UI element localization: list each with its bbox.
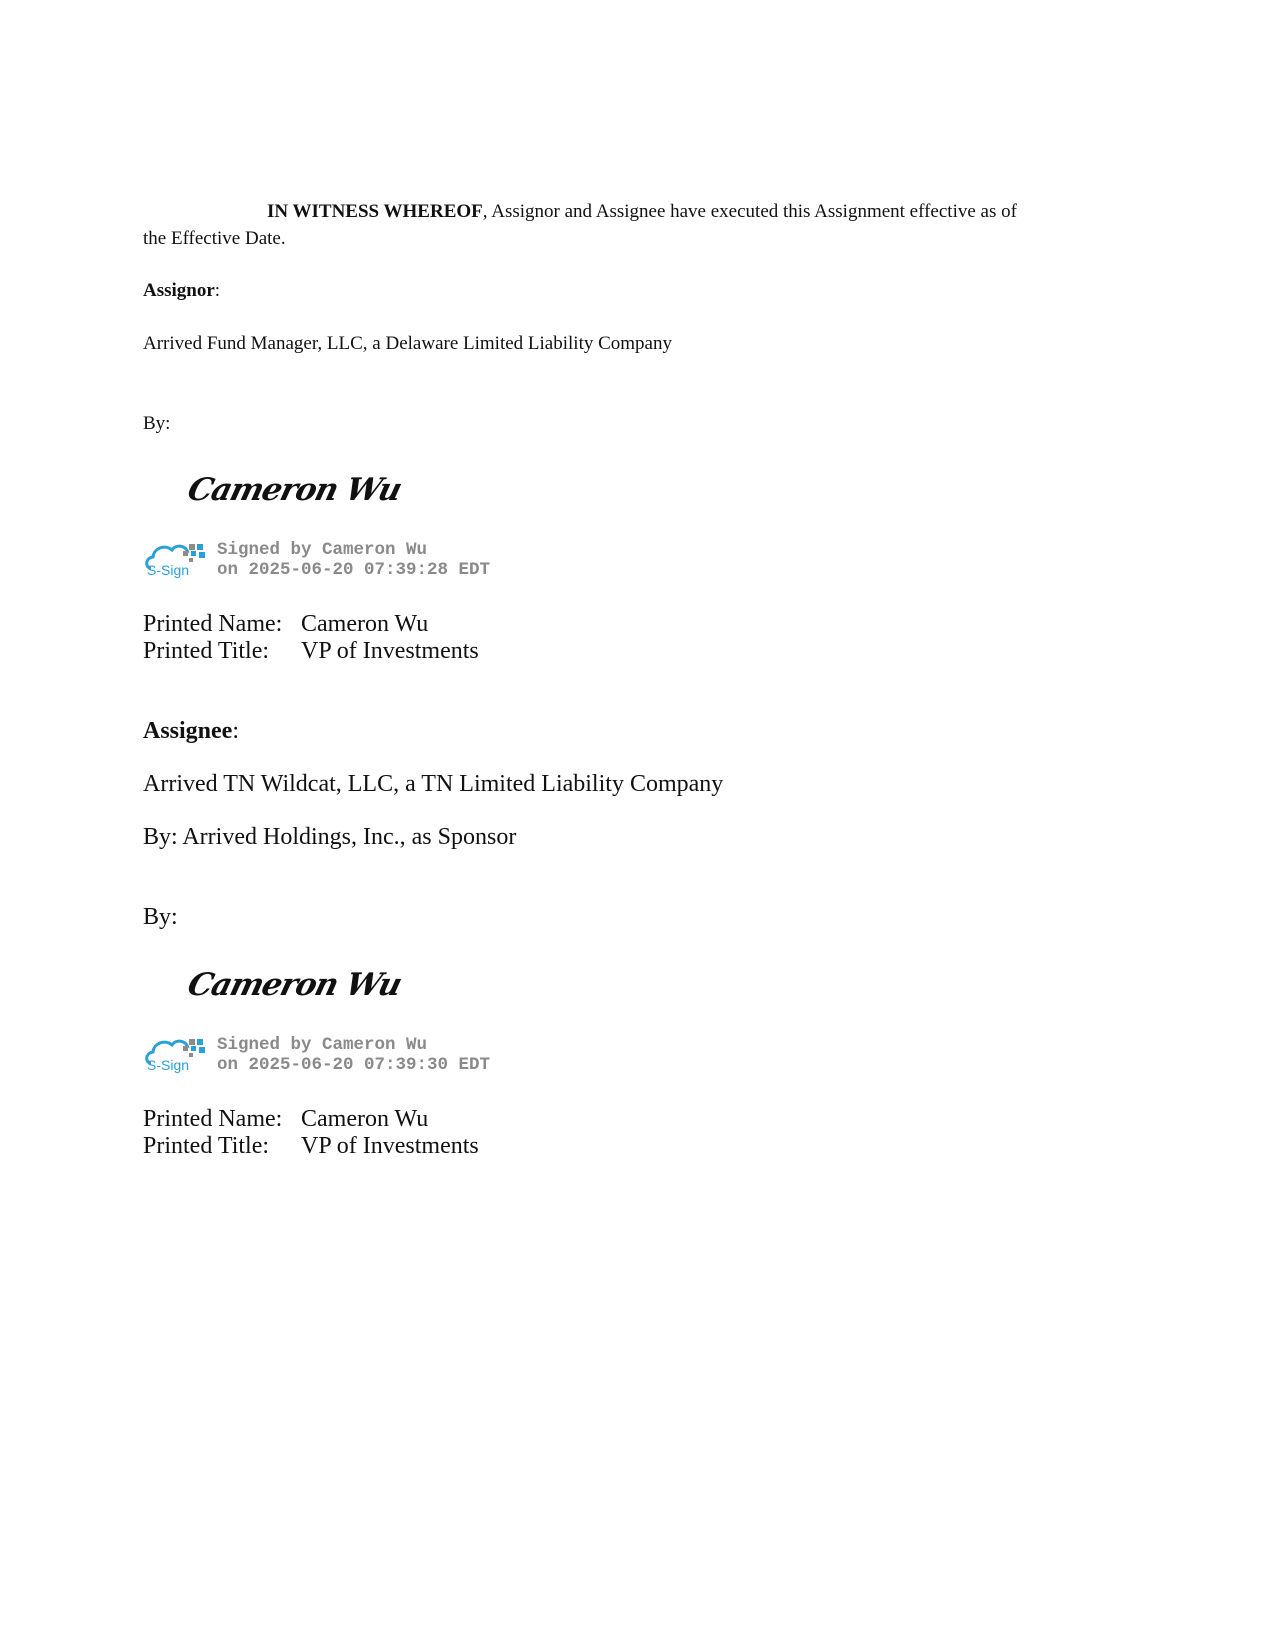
witness-paragraph-line2: the Effective Date. [143,228,286,249]
assignor-by: By: [143,413,171,434]
witness-text: , Assignor and Assignee have executed this Assignment effective as of [482,201,1017,222]
assignee-heading-colon: : [232,718,240,744]
assignor-printed-name-row [143,610,428,638]
assignee-printed-name-row [143,1105,428,1133]
s-sign-logo-icon [145,538,211,578]
assignor-signature-script: Cameron Wu [184,472,405,508]
witness-paragraph-line1 [143,198,1017,225]
assignee-printed-name-label: Printed Name: [143,1106,283,1132]
assignee-sign-stamp [145,1033,491,1078]
assignee-heading [143,717,239,745]
assignor-heading-colon: : [214,280,221,301]
assignor-printed-title-row [143,637,479,665]
assignor-heading-label: Assignor [143,280,215,301]
assignor-printed-title: VP of Investments [301,638,479,664]
assignee-company: Arrived TN Wildcat, LLC, a TN Limited Liability Company [143,771,724,797]
assignor-company: Arrived Fund Manager, LLC, a Delaware Limited Liability Company [143,333,672,354]
assignor-sign-stamp [145,538,491,583]
assignor-printed-title-label: Printed Title: [143,638,270,664]
assignor-stamp-line1: Signed by Cameron Wu [217,540,428,560]
assignee-stamp-line1: Signed by Cameron Wu [217,1035,428,1055]
assignor-signature [184,472,405,508]
assignee-by: By: [143,904,178,930]
assignor-stamp-line2: on 2025-06-20 07:39:28 EDT [217,560,491,580]
assignee-printed-name: Cameron Wu [301,1106,429,1132]
assignee-signature [184,967,405,1003]
assignee-stamp-line2: on 2025-06-20 07:39:30 EDT [217,1055,491,1075]
assignee-printed-title-row [143,1132,479,1160]
assignor-printed-name: Cameron Wu [301,611,429,637]
assignor-heading [143,277,220,304]
assignee-by-sponsor: By: Arrived Holdings, Inc., as Sponsor [143,824,517,850]
assignee-signature-script: Cameron Wu [184,967,405,1003]
s-sign-logo-text: S-Sign [147,1057,190,1073]
assignee-heading-label: Assignee [143,718,233,744]
assignee-printed-title-label: Printed Title: [143,1133,270,1159]
witness-bold: IN WITNESS WHEREOF [267,201,483,222]
assignee-printed-title: VP of Investments [301,1133,479,1159]
assignor-printed-name-label: Printed Name: [143,611,283,637]
s-sign-logo-icon [145,1033,211,1073]
s-sign-logo-text: S-Sign [147,562,190,578]
